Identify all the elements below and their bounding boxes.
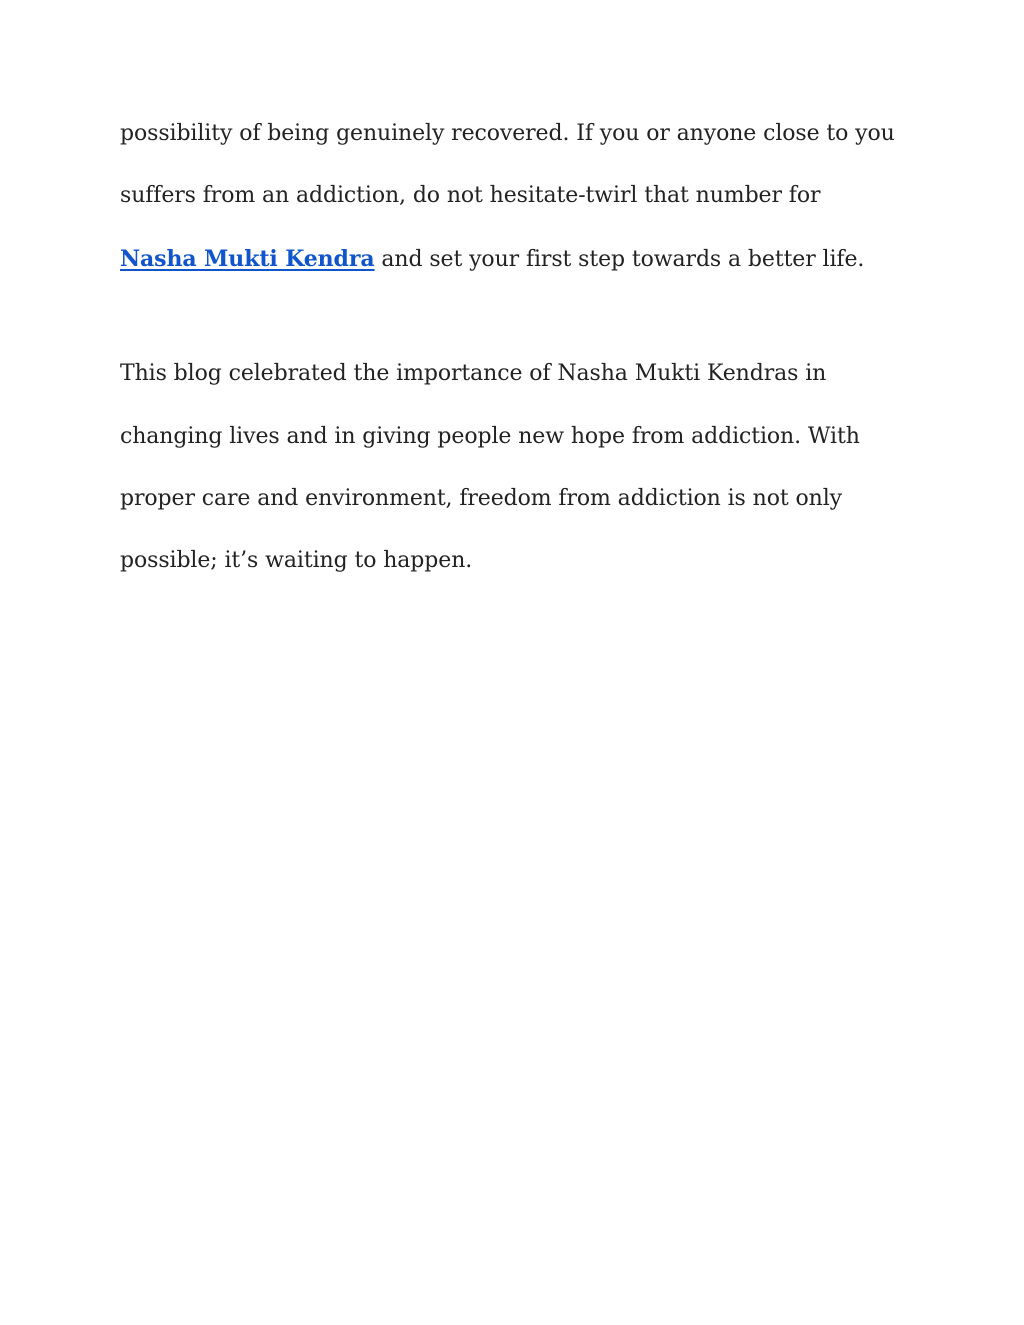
text-line: possibility of being genuinely recovered. If you or anyone close to you [120, 121, 895, 146]
nasha-mukti-kendra-link[interactable]: Nasha Mukti Kendra [120, 245, 375, 272]
text-line: proper care and environment, freedom from addiction is not only [120, 485, 842, 511]
text-line-rest: and set your first step towards a better life. [374, 246, 865, 272]
text-line-with-link [120, 228, 920, 290]
text-line: possible; it’s waiting to happen. [120, 548, 473, 574]
paragraph-recovery [120, 103, 920, 290]
document-body [120, 103, 920, 593]
paragraph-conclusion [120, 343, 920, 593]
text-line: changing lives and in giving people new hope from addiction. With [120, 423, 860, 449]
text-line: suffers from an addiction, do not hesitate-twirl that number for [120, 183, 821, 209]
text-line: This blog celebrated the importance of Nasha Mukti Kendras in [120, 361, 827, 387]
